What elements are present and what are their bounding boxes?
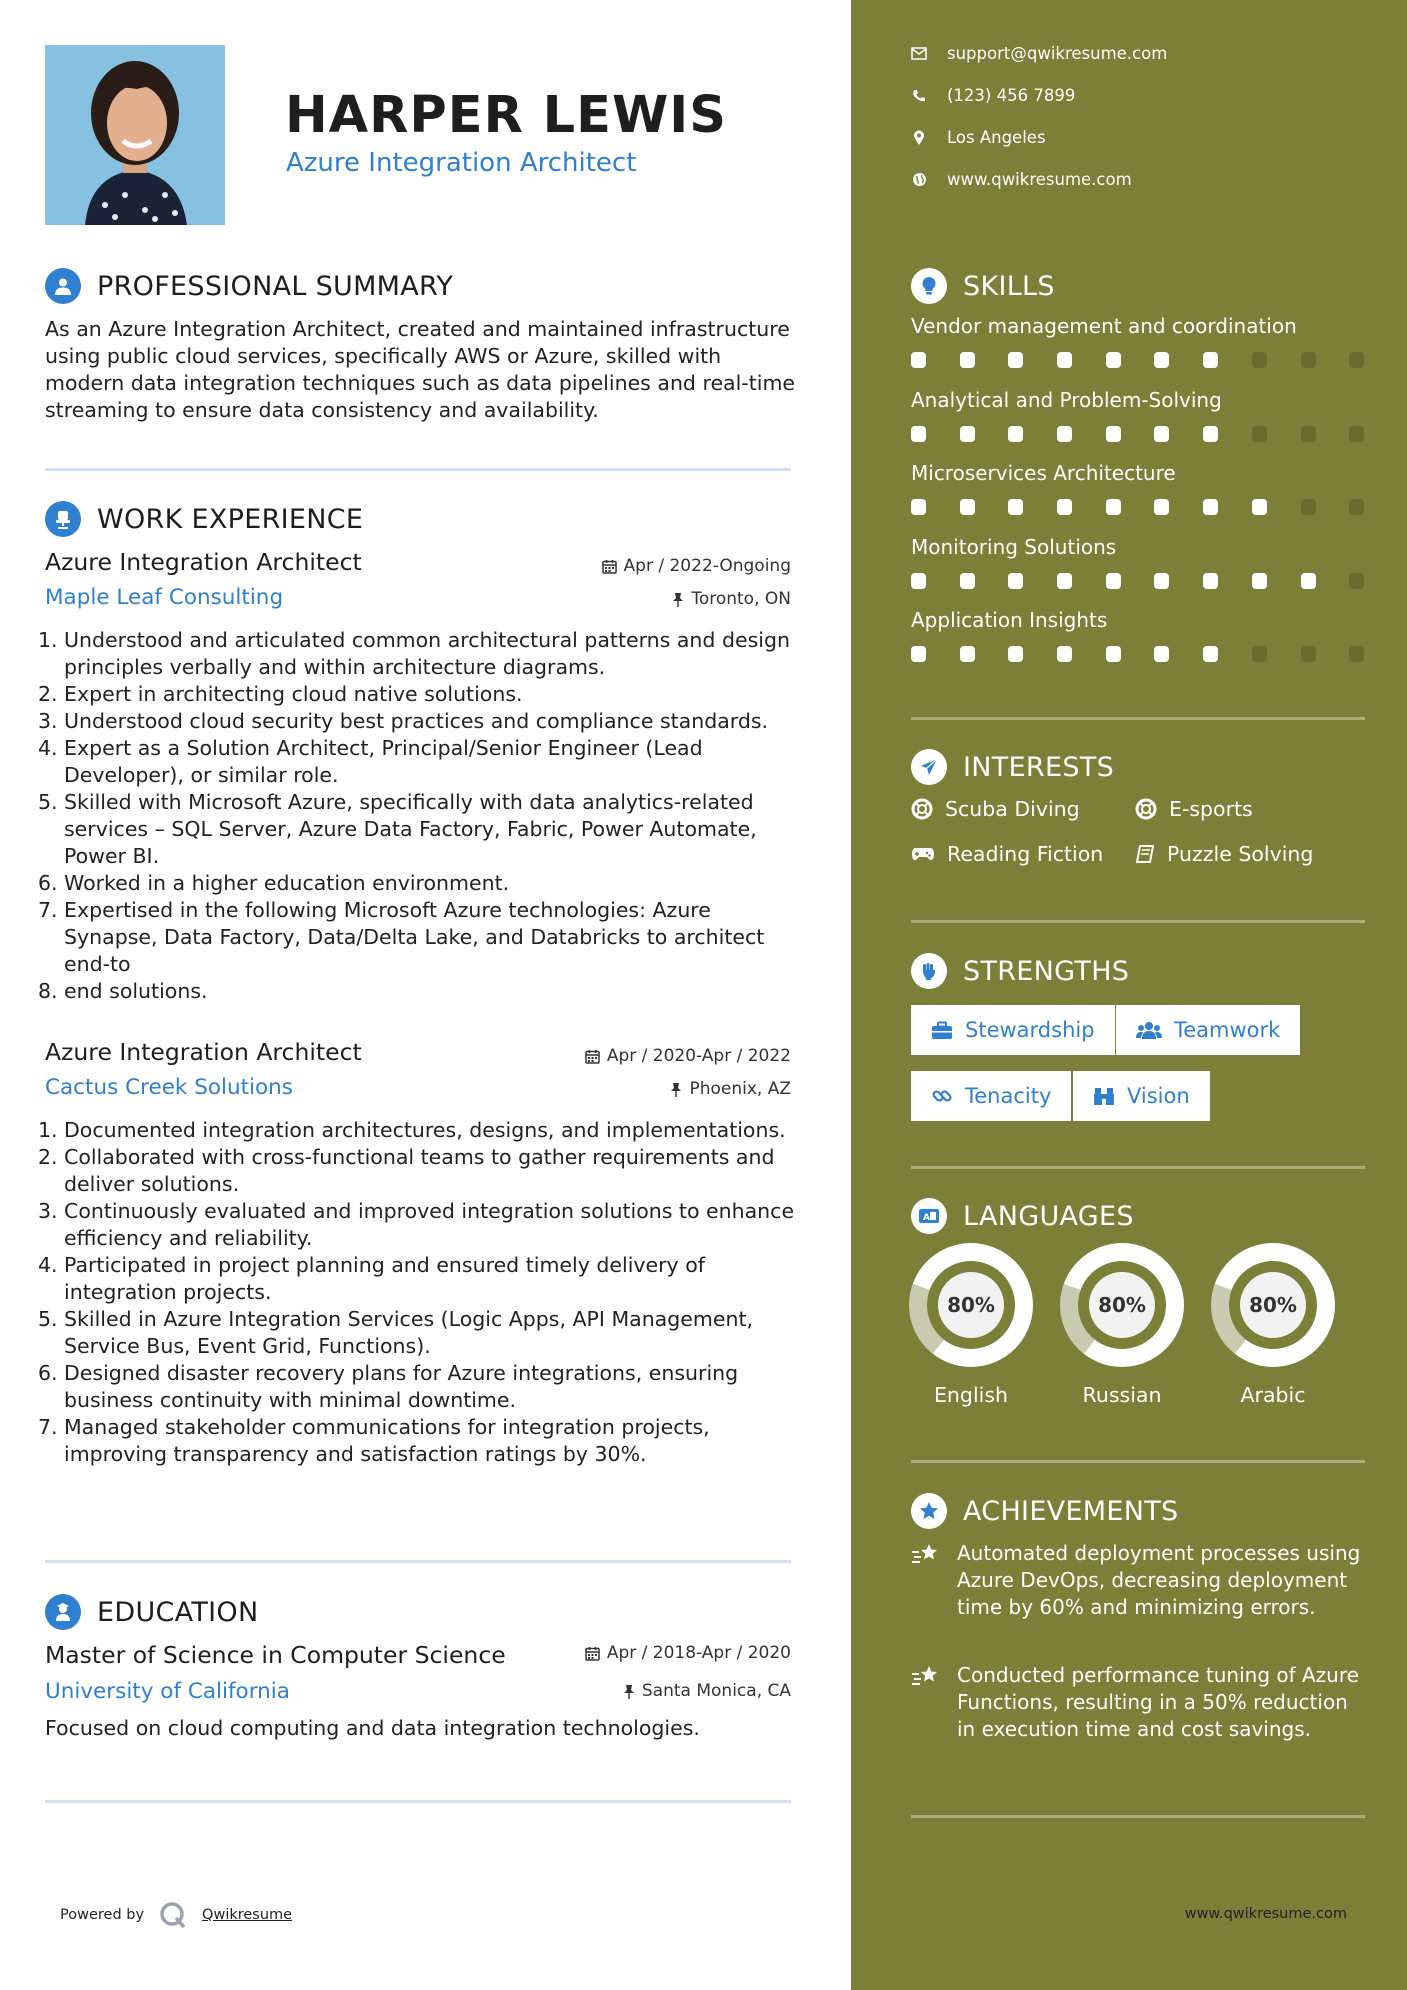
paper-plane-icon xyxy=(911,749,947,785)
rating-dot xyxy=(1057,573,1072,589)
degree-name: Master of Science in Computer Science xyxy=(45,1641,506,1669)
list-item: 5. Skilled with Microsoft Azure, specifically with data analytics-related services – SQL Server, Azure Data Factory, Fabric, Power Automate, Power BI. xyxy=(38,790,757,868)
user-icon xyxy=(45,268,81,304)
gamepad-icon xyxy=(911,845,935,863)
rating-dot xyxy=(911,499,926,515)
rating-dot xyxy=(1301,646,1316,662)
experience-title: WORK EXPERIENCE xyxy=(97,503,364,535)
job-location-text: Toronto, ON xyxy=(691,589,791,609)
rating-dot xyxy=(1154,573,1169,589)
rating-dot xyxy=(960,646,975,662)
contact-website xyxy=(911,170,1132,189)
binoculars-icon xyxy=(1093,1086,1115,1106)
list-item: 3. Continuously evaluated and improved integration solutions to enhance efficiency and reliability. xyxy=(38,1199,795,1250)
contact-phone xyxy=(911,86,1075,105)
sidebar xyxy=(851,0,1407,1990)
list-item: 6. Worked in a higher education environment. xyxy=(38,871,510,895)
experience-header xyxy=(45,501,363,537)
rating-dot xyxy=(1057,426,1072,442)
phone-icon xyxy=(911,88,927,104)
summary-title: PROFESSIONAL SUMMARY xyxy=(97,270,454,302)
list-item: 1. Documented integration architectures, designs, and implementations. xyxy=(38,1118,786,1142)
interest-item: Puzzle Solving xyxy=(1135,842,1313,866)
language-item xyxy=(1060,1243,1184,1407)
strength-badge: Teamwork xyxy=(1116,1005,1300,1055)
rating-dot xyxy=(1154,499,1169,515)
rating-dot xyxy=(1203,352,1218,368)
calendar-icon xyxy=(602,559,617,574)
list-item: 4. Expert as a Solution Architect, Principal/Senior Engineer (Lead Developer), or similar role. xyxy=(38,736,703,787)
job-title: Azure Integration Architect xyxy=(45,1038,362,1066)
rating-dot xyxy=(911,352,926,368)
skill-rating xyxy=(911,352,1398,368)
rating-dot xyxy=(1057,352,1072,368)
users-icon xyxy=(1136,1021,1162,1040)
rating-dot xyxy=(1252,499,1267,515)
pin-icon xyxy=(623,1684,635,1699)
rating-dot xyxy=(1057,499,1072,515)
rating-dot xyxy=(1301,426,1316,442)
summary-text: As an Azure Integration Architect, created and maintained infrastructure using public cloud services, specifically AWS or Azure, skilled with modern data integration techniques such as data pipelines and real-time streaming to ensure data consistency and availability. xyxy=(45,317,796,422)
rating-dot xyxy=(960,426,975,442)
divider xyxy=(45,1800,791,1803)
skill-rating xyxy=(911,573,1398,589)
shooting-star-icon xyxy=(911,1540,943,1621)
lifebuoy-icon xyxy=(911,798,933,820)
rating-dot xyxy=(911,646,926,662)
qwikresume-link[interactable]: Qwikresume xyxy=(202,1907,293,1923)
skill-rating xyxy=(911,646,1398,662)
rating-dot xyxy=(1008,573,1023,589)
rating-dot xyxy=(1349,573,1364,589)
contact-email xyxy=(911,44,1167,63)
skill-name: Analytical and Problem-Solving xyxy=(911,387,1222,412)
rating-dot xyxy=(1106,426,1121,442)
pin-icon xyxy=(670,1082,682,1097)
calendar-icon xyxy=(585,1646,600,1661)
strength-badge: Tenacity xyxy=(911,1071,1071,1121)
achievements-header xyxy=(911,1493,1179,1529)
location-text: Los Angeles xyxy=(947,128,1046,147)
rating-dot xyxy=(1252,352,1267,368)
education-note: Focused on cloud computing and data integration technologies. xyxy=(45,1716,700,1740)
company-name: Maple Leaf Consulting xyxy=(45,585,284,610)
interest-item: Scuba Diving xyxy=(911,797,1080,821)
list-item: 2. Collaborated with cross-functional teams to gather requirements and deliver solutions. xyxy=(38,1145,775,1196)
rating-dot xyxy=(1106,352,1121,368)
education-location xyxy=(623,1681,791,1701)
shooting-star-icon xyxy=(911,1662,943,1743)
graduate-icon xyxy=(45,1594,81,1630)
book-icon xyxy=(1135,844,1155,864)
divider xyxy=(911,717,1365,720)
job-bullets xyxy=(38,627,808,1005)
rating-dot xyxy=(1154,426,1169,442)
rating-dot xyxy=(960,499,975,515)
skill-rating xyxy=(911,499,1398,515)
job-dates xyxy=(585,1046,791,1066)
envelope-icon xyxy=(911,46,927,62)
rating-dot xyxy=(1203,573,1218,589)
education-title: EDUCATION xyxy=(97,1596,259,1628)
language-ring xyxy=(1211,1243,1335,1367)
list-item: 8. end solutions. xyxy=(38,979,208,1003)
school-name: University of California xyxy=(45,1679,290,1704)
skill-rating xyxy=(911,426,1398,442)
list-item: 7. Managed stakeholder communications for integration projects, improving transparency and satisfaction ratings by 30%. xyxy=(38,1415,710,1466)
rating-dot xyxy=(1349,646,1364,662)
job-location xyxy=(670,1079,791,1099)
strengths-title: STRENGTHS xyxy=(963,955,1130,987)
language-name: English xyxy=(933,1383,1009,1407)
interest-item: E-sports xyxy=(1135,797,1253,821)
job-location-text: Phoenix, AZ xyxy=(689,1079,791,1099)
rating-dot xyxy=(1008,646,1023,662)
interest-item: Reading Fiction xyxy=(911,842,1103,866)
list-item: 3. Understood cloud security best practices and compliance standards. xyxy=(38,709,769,733)
rating-dot xyxy=(1349,426,1364,442)
achievement-item xyxy=(911,1540,1361,1621)
translate-icon xyxy=(911,1198,947,1234)
list-item: 7. Expertised in the following Microsoft Azure technologies: Azure Synapse, Data Factory, Data/Delta Lake, and Databricks to architect end-to xyxy=(38,898,765,976)
strengths-header xyxy=(911,953,1129,989)
skill-name: Application Insights xyxy=(911,608,1108,632)
rating-dot xyxy=(1301,352,1316,368)
language-name: Russian xyxy=(1082,1383,1162,1407)
education-dates xyxy=(585,1643,791,1663)
interests-header xyxy=(911,749,1114,785)
list-item: 4. Participated in project planning and ensured timely delivery of integration projects. xyxy=(38,1253,705,1304)
rating-dot xyxy=(1154,646,1169,662)
job-dates-text: Apr / 2022-Ongoing xyxy=(623,556,791,576)
rating-dot xyxy=(1106,646,1121,662)
rating-dot xyxy=(960,352,975,368)
job-dates-text: Apr / 2020-Apr / 2022 xyxy=(606,1046,791,1066)
rating-dot xyxy=(960,573,975,589)
svg-text:A: A xyxy=(923,1213,930,1223)
rating-dot xyxy=(1203,426,1218,442)
language-ring xyxy=(909,1243,1033,1367)
map-marker-icon xyxy=(911,130,927,146)
list-item: 2. Expert in architecting cloud native solutions. xyxy=(38,682,523,706)
rating-dot xyxy=(1349,499,1364,515)
calendar-icon xyxy=(585,1049,600,1064)
rating-dot xyxy=(1301,573,1316,589)
strength-badge: Stewardship xyxy=(911,1005,1115,1055)
job-dates xyxy=(602,556,791,576)
divider xyxy=(911,1166,1365,1169)
rating-dot xyxy=(1349,352,1364,368)
skill-name: Vendor management and coordination xyxy=(911,314,1297,338)
job-title: Azure Integration Architect xyxy=(45,548,362,576)
language-item xyxy=(1211,1243,1335,1407)
qwikresume-logo-icon xyxy=(158,1900,188,1930)
achievement-item xyxy=(911,1662,1361,1743)
link-icon xyxy=(931,1085,953,1107)
rating-dot xyxy=(1106,573,1121,589)
rating-dot xyxy=(911,426,926,442)
rating-dot xyxy=(1203,646,1218,662)
language-percent: 80% xyxy=(1089,1272,1155,1338)
rating-dot xyxy=(1008,499,1023,515)
chair-icon xyxy=(45,501,81,537)
skills-title: SKILLS xyxy=(963,270,1055,302)
languages-title: LANGUAGES xyxy=(963,1200,1134,1232)
achievements-title: ACHIEVEMENTS xyxy=(963,1495,1179,1527)
star-badge-icon xyxy=(911,1493,947,1529)
language-name: Arabic xyxy=(1240,1383,1306,1407)
skills-header xyxy=(911,268,1055,304)
skill-name: Monitoring Solutions xyxy=(911,534,1117,559)
strength-badge: Vision xyxy=(1073,1071,1210,1121)
languages-header xyxy=(911,1198,1134,1234)
website-text[interactable]: www.qwikresume.com xyxy=(947,170,1132,189)
email-text[interactable]: support@qwikresume.com xyxy=(947,44,1168,63)
list-item: 6. Designed disaster recovery plans for Azure integrations, ensuring business continuity with minimal downtime. xyxy=(38,1361,739,1412)
skill-name: Microservices Architecture xyxy=(911,461,1176,485)
rating-dot xyxy=(1106,499,1121,515)
language-ring xyxy=(1060,1243,1184,1367)
divider xyxy=(911,920,1365,923)
lightbulb-icon xyxy=(911,268,947,304)
briefcase-icon xyxy=(931,1021,953,1040)
interests-title: INTERESTS xyxy=(963,751,1115,783)
summary-header xyxy=(45,268,453,304)
contact-location xyxy=(911,128,1046,147)
language-percent: 80% xyxy=(1240,1272,1306,1338)
list-item: 1. Understood and articulated common architectural patterns and design principles verbally and within architecture diagrams. xyxy=(38,628,790,679)
education-location-text: Santa Monica, CA xyxy=(641,1681,791,1701)
rating-dot xyxy=(1252,573,1267,589)
rating-dot xyxy=(1252,646,1267,662)
pin-icon xyxy=(672,592,684,607)
candidate-role: Azure Integration Architect xyxy=(286,148,637,178)
company-name: Cactus Creek Solutions xyxy=(45,1075,294,1100)
list-item: 5. Skilled in Azure Integration Services (Logic Apps, API Management, Service Bus, Event Grid, Functions). xyxy=(38,1307,754,1358)
job-bullets xyxy=(38,1117,808,1468)
powered-by xyxy=(60,1900,292,1930)
profile-photo xyxy=(45,45,225,225)
rating-dot xyxy=(1203,499,1218,515)
fist-icon xyxy=(911,953,947,989)
lifebuoy-icon xyxy=(1135,798,1157,820)
rating-dot xyxy=(1154,352,1169,368)
powered-label: Powered by xyxy=(60,1907,145,1923)
divider xyxy=(45,468,791,471)
rating-dot xyxy=(1252,426,1267,442)
rating-dot xyxy=(911,573,926,589)
rating-dot xyxy=(1057,646,1072,662)
language-item xyxy=(909,1243,1033,1407)
rating-dot xyxy=(1008,352,1023,368)
achievement-text: Conducted performance tuning of Azure Functions, resulting in a 50% reduction in execution time and cost savings. xyxy=(957,1663,1359,1741)
education-header xyxy=(45,1594,258,1630)
rating-dot xyxy=(1301,499,1316,515)
achievement-text: Automated deployment processes using Azure DevOps, decreasing deployment time by 60% and minimizing errors. xyxy=(957,1541,1361,1619)
candidate-name: HARPER LEWIS xyxy=(285,86,727,145)
rating-dot xyxy=(1008,426,1023,442)
education-dates-text: Apr / 2018-Apr / 2020 xyxy=(606,1643,791,1663)
job-location xyxy=(672,589,791,609)
phone-text: (123) 456 7899 xyxy=(947,86,1076,105)
divider xyxy=(911,1815,1365,1818)
language-percent: 80% xyxy=(938,1272,1004,1338)
globe-icon xyxy=(911,172,927,188)
divider xyxy=(911,1460,1365,1463)
footer-website[interactable]: www.qwikresume.com xyxy=(1184,1906,1347,1922)
divider xyxy=(45,1560,791,1563)
